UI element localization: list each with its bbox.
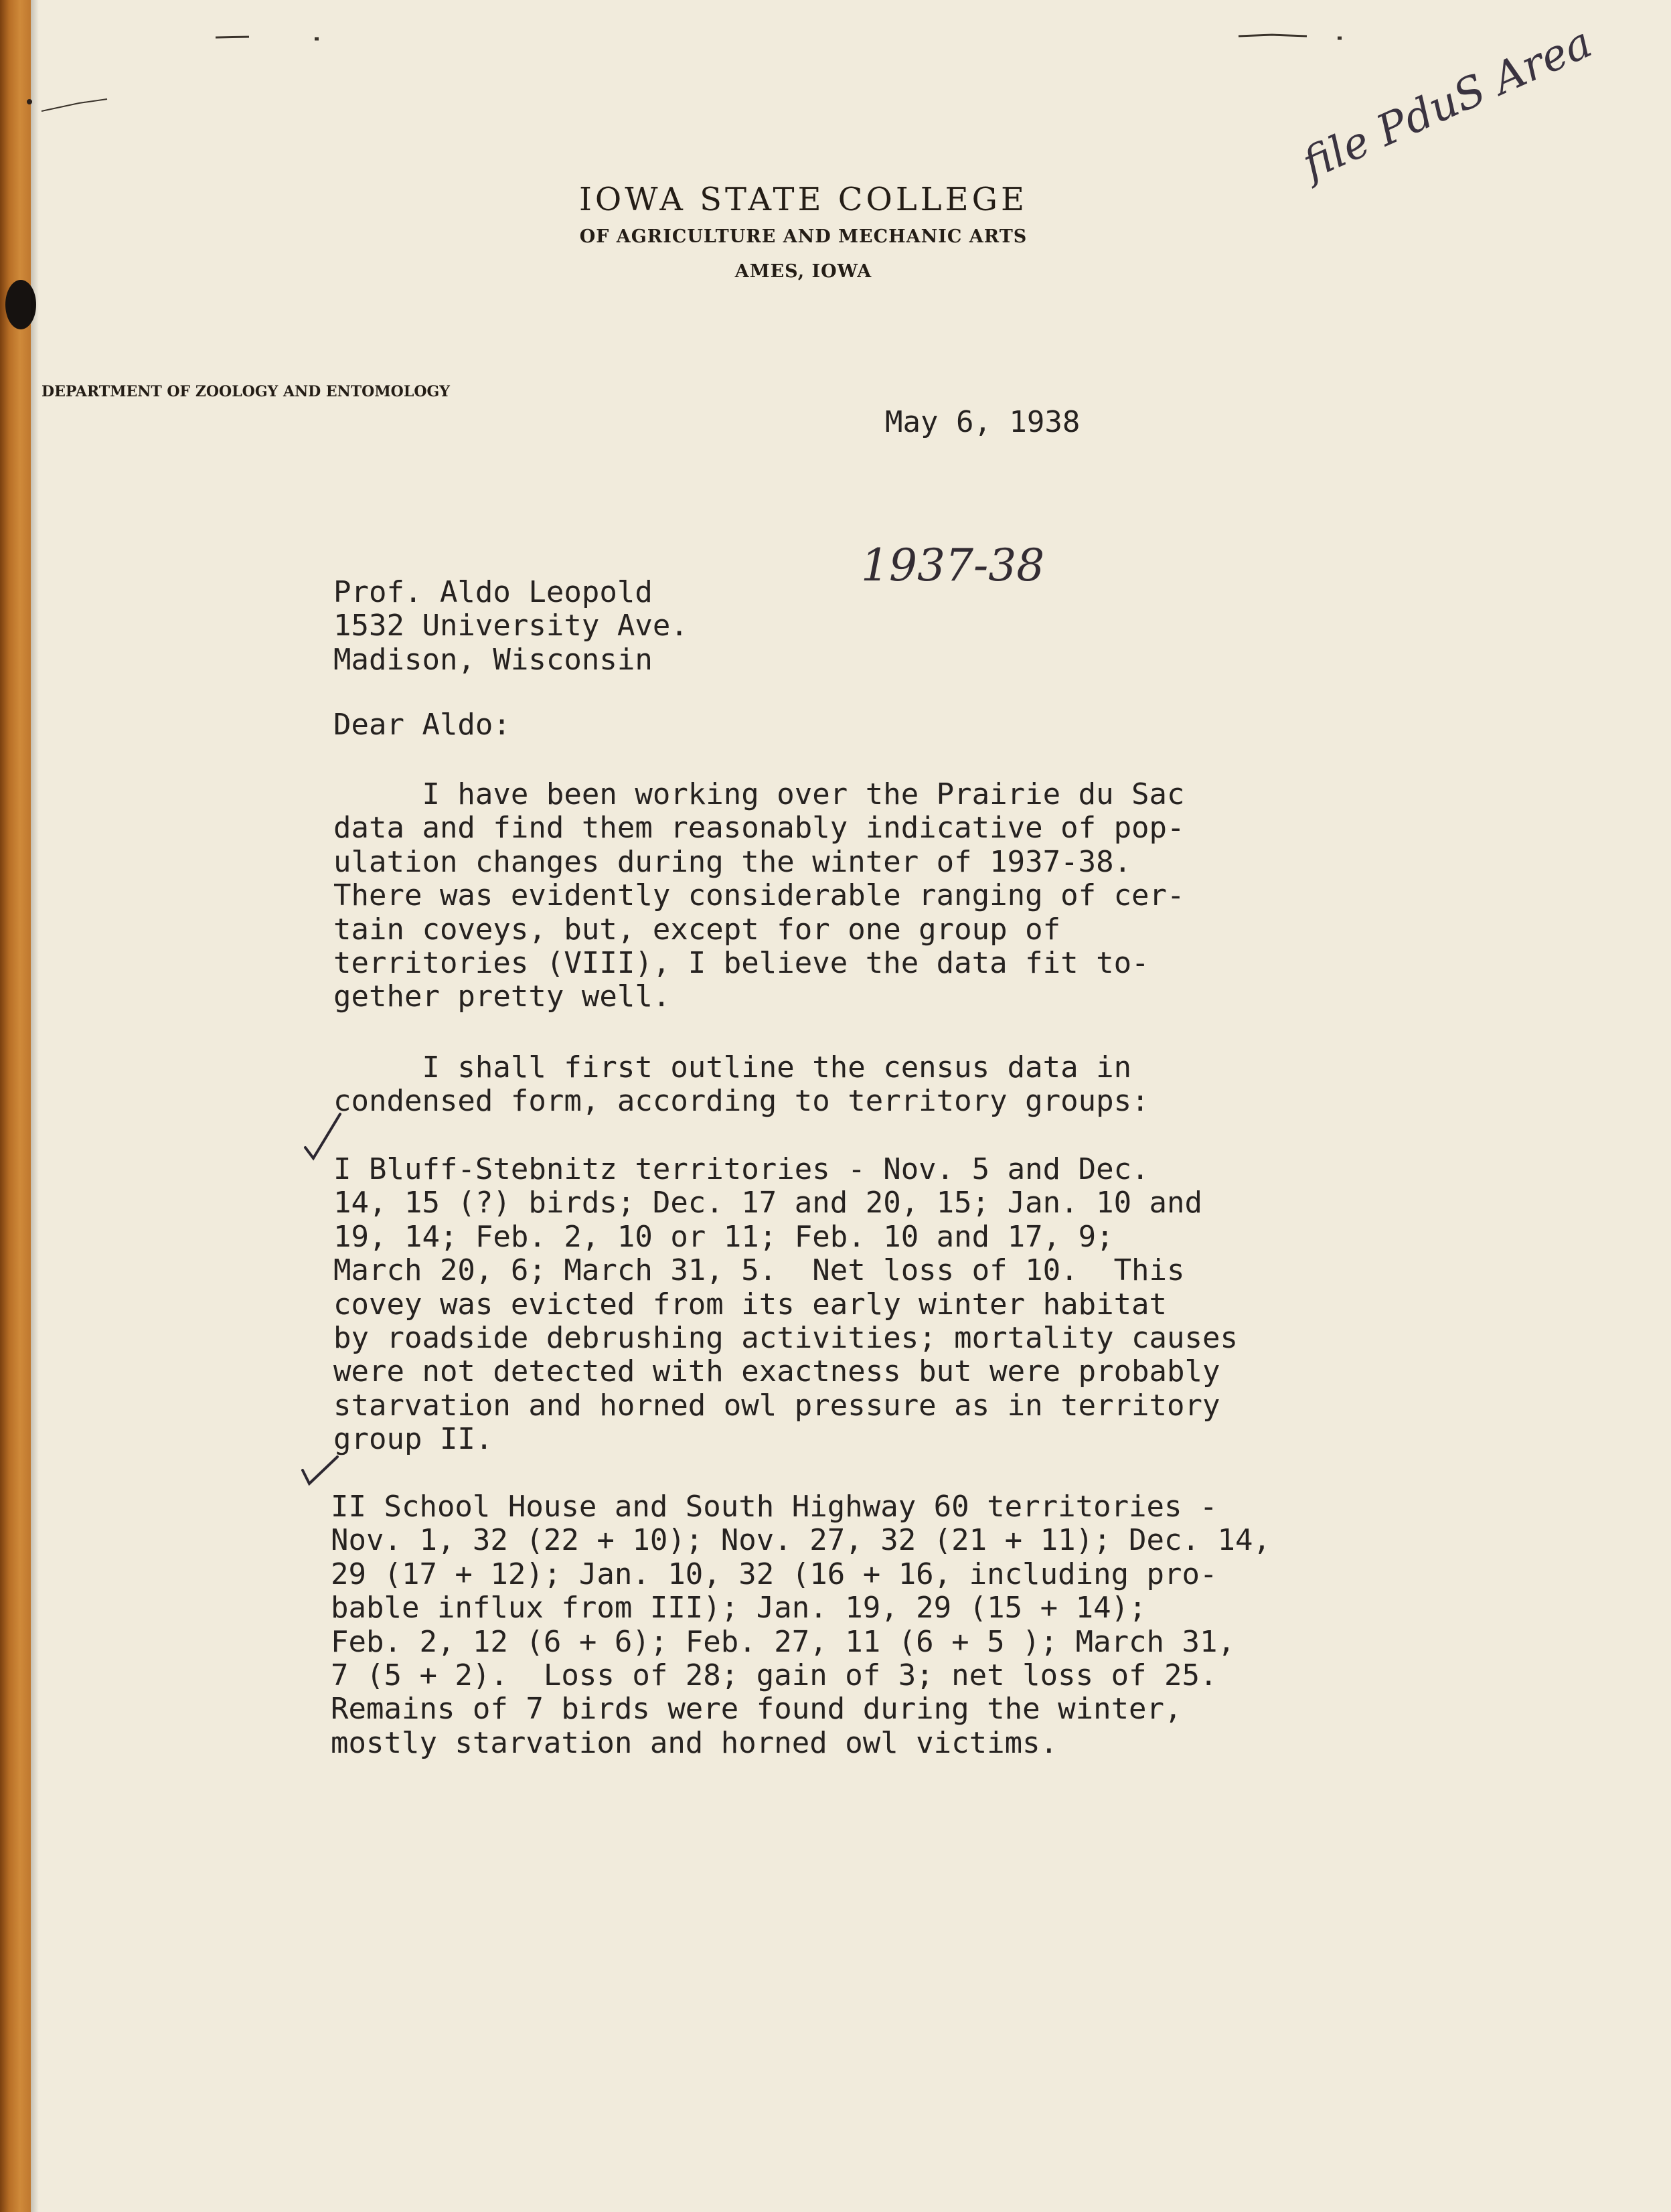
college-subtitle: OF AGRICULTURE AND MECHANIC ARTS [579, 226, 1028, 247]
recipient-address: Prof. Aldo Leopold 1532 University Ave. Madison, Wisconsin [333, 575, 688, 677]
salutation: Dear Aldo: [333, 708, 511, 742]
body-paragraph-4: II School House and South Highway 60 territories - Nov. 1, 32 (22 + 10); Nov. 27, 32 (21 + 11); Dec. 14, 29 (17 + 12); Jan. 10, 32 (16 + 16, including pro- bable influx from III); Jan. 19, 29 (15 + 14); Feb. 2, 12 (6 + 6); Feb. 27, 11 (6 + 5 ); March 31, 7 (5 + 2). Loss of 28; gain of 3; net loss of 25. Remains of 7 birds were found during the winter, mostly starvation and horned owl victims. [331, 1490, 1271, 1760]
handwritten-year-note: 1937-38 [861, 540, 1045, 591]
college-name: IOWA STATE COLLEGE [578, 181, 1028, 218]
folder-tab-edge [0, 0, 31, 2212]
paper-shadow [31, 0, 39, 2212]
letter-date: May 6, 1938 [885, 405, 1081, 439]
handwritten-file-note: file PduS Area [1295, 17, 1599, 189]
body-paragraph-3: I Bluff-Stebnitz territories - Nov. 5 and Dec. 14, 15 (?) birds; Dec. 17 and 20, 15; Jan. 10 and 19, 14; Feb. 2, 10 or 11; Feb. 10 and 17, 9; March 20, 6; March 31, 5. Net loss of 10. This covey was evicted from its early winter habitat by roadside debrushing activities; mortality causes were not detected with exactness but were probably starvation and horned owl pressure as in territory group II. [333, 1152, 1239, 1457]
department-name: DEPARTMENT OF ZOOLOGY AND ENTOMOLOGY [42, 383, 450, 400]
paper-marks [0, 0, 1671, 174]
body-paragraph-1: I have been working over the Prairie du Sac data and find them reasonably indicative of pop- ulation changes during the winter of 1937-38. There was evidently considerable ranging of cer- tain coveys, but, except for one group of territories (VIII), I believe the data fit to- gether pretty well. [333, 777, 1185, 1014]
college-city: AMES, IOWA [734, 261, 872, 282]
body-paragraph-2: I shall first outline the census data in condensed form, according to territory groups: [333, 1050, 1149, 1119]
check-mark-icon [299, 1450, 345, 1490]
